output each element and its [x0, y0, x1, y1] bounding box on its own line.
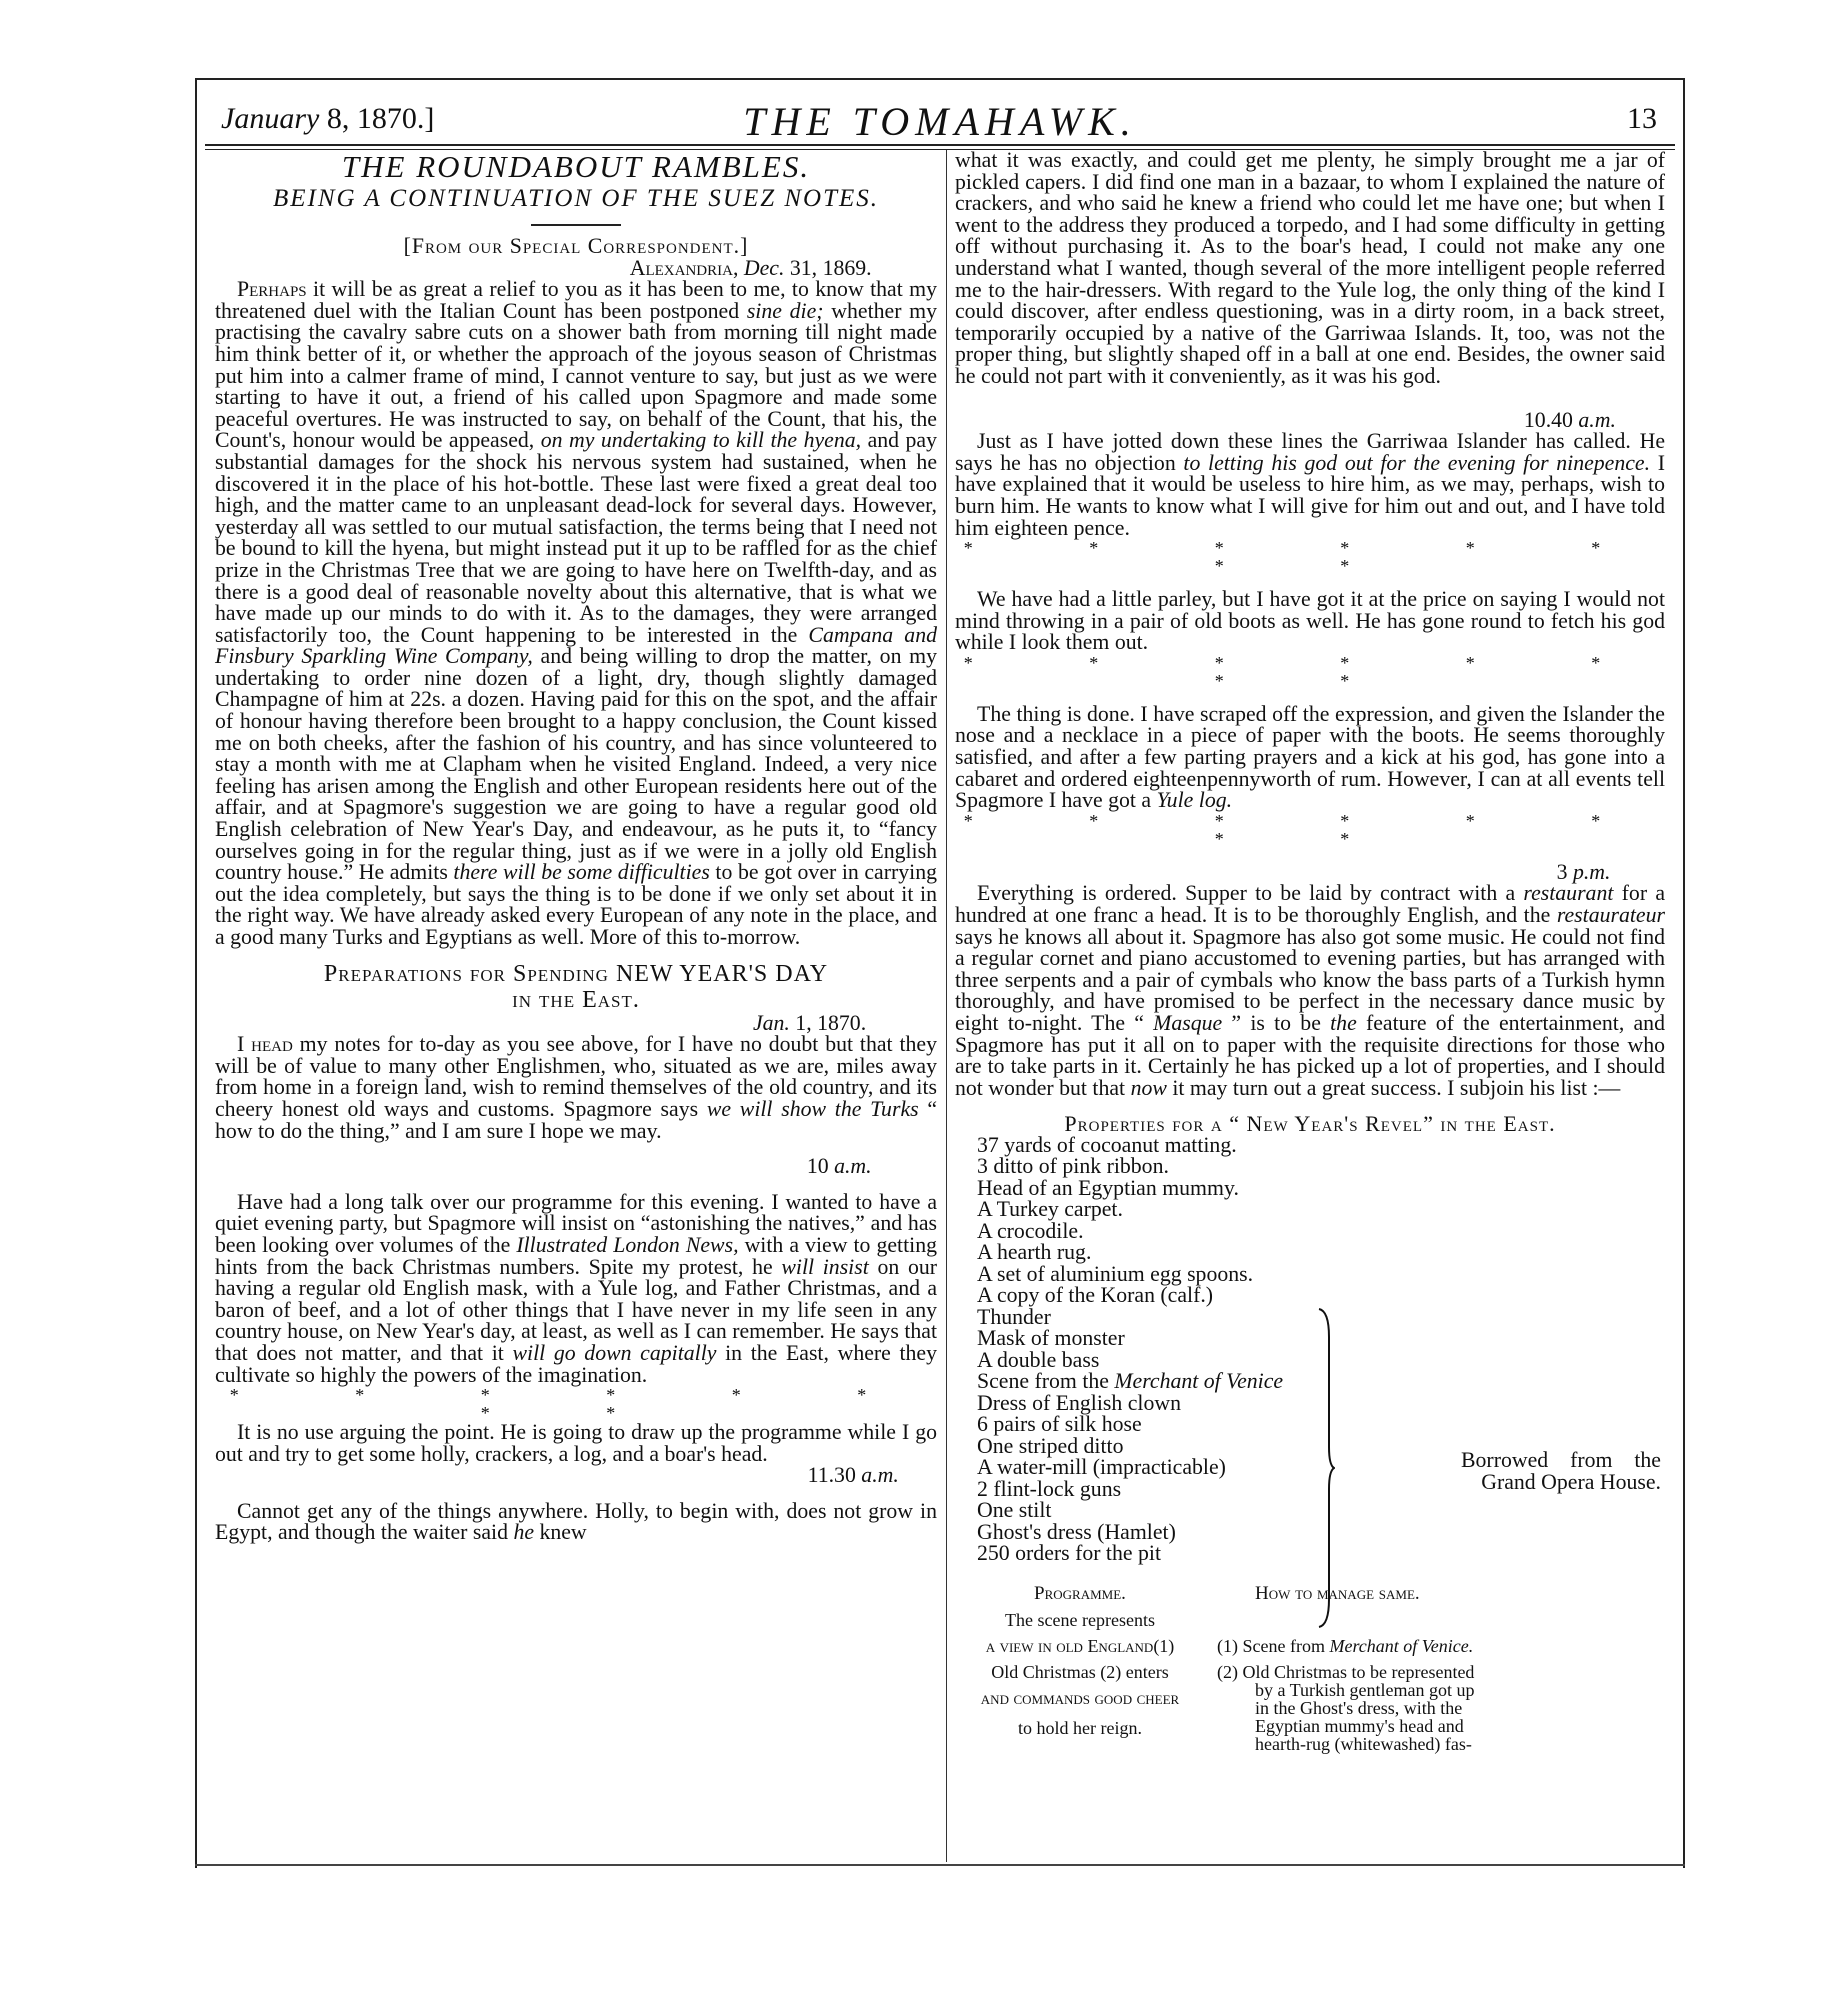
list-item: A water-mill (impracticable) [977, 1455, 1226, 1480]
dateline: Alexandria, Dec. 31, 1869. [629, 255, 872, 280]
column-divider [946, 150, 947, 1862]
running-header [213, 96, 1667, 144]
list-item: A set of aluminium egg spoons. [977, 1261, 1254, 1286]
list-item: 6 pairs of silk hose [977, 1412, 1142, 1437]
masthead-title: THE TOMAHAWK. [743, 99, 1137, 144]
paragraph: Just as I have jotted down these lines the Garriwaa Islander has called. He says he has no objection to letting his god out for the evening for ninepence. I have explained that it would be useless to hire him, as we may, perhaps, wish to burn him. He wants to know what I will give for him out and out, and I have told him eighteen pence. [955, 429, 1665, 540]
paragraph: Perhaps it will be as great a relief to you as it has been to me, to know that my threatened duel with the Italian Count has been postponed sine die; whether my practising the cavalry sabre cuts on a shower bath from morning till night made him think better of it, or whether the approach of the joyous season of Christmas put him into a calmer frame of mind, I cannot venture to say, but just as we were starting to have it out, a friend of his called upon Spagmore and made some peaceful overtures. He was instructed to say, on behalf of the Count, that his, the Count's, honour would be appeased, on my undertaking to kill the hyena, and pay substantial damages for the shock his nervous system had sustained, when he discovered it in the place of his hot-bottle. These last were fixed a great deal too high, and the matter came to an unpleasant dead-lock for several days. However, yesterday all was settled to our mutual satisfaction, the terms being that I need not be bound to kill the hyena, but might instead put it up to be raffled for as the chief prize in the Christmas Tree that we are going to have here on Twelfth-day, and as there is a good deal of reasonable novelty about this alternative, that is what we have made up our minds to do with it. As to the damages, they were arranged satisfactorily too, the Count happening to be interested in the Campana and Finsbury Sparkling Wine Company, and being willing to drop the matter, on my undertaking to order nine dozen of a light, dry, though slightly damaged Champagne of him at 22s. a dozen. Having paid for this on the spot, and the affair of honour having therefore been brought to a happy conclusion, the Count kissed me on both cheeks, after the fashion of his country, and has since volunteered to stay a month with me at Clapham when he visited England. Indeed, a very nice feeling has arisen among the English and other European residents here out of the affair, and at Spagmore's suggestion we are going to have a regular good old English celebration of New Year's Day, and endeavour, as he puts it, to “fancy ourselves going in for the regular thing, just as if we were in a jolly old English country house.” He admits there will be some difficulties to be got over in carrying out the idea completely, but says the thing is to be done if we only set about it in the right way. We have already asked every European of any note in the place, and a good many Turks and Egyptians as well. More of this to-morrow. [215, 277, 938, 949]
list-item: A crocodile. [977, 1218, 1084, 1243]
paragraph: The thing is done. I have scraped off the expression, and given the Islander the nose and a necklace in a piece of paper with the boots. He seems thoroughly satisfied, and after a few parting prayers and a kick at his god, has gone into a cabaret and ordered eighteenpennyworth of rum. However, I can at all events tell Spagmore I have got a Yule log. [955, 701, 1665, 813]
list-item: Thunder [977, 1304, 1051, 1329]
separator-stars: * * * * * * * * [963, 810, 1657, 849]
time-marker: 11.30 a.m. [807, 1463, 899, 1488]
article-title: THE ROUNDABOUT RAMBLES. [341, 149, 811, 184]
paragraph: Have had a long talk over our programme for this evening. I wanted to have a quiet evening party, but Spagmore will insist on “astonishing the natives,” and has been looking over volumes of the Illustrated London News, with a view to getting hints from the back Christmas numbers. Spite my protest, he will insist on our having a regular old English mask, with a Yule log, and Father Christmas, and a baron of beef, and a lot of other things that I have never in my life seen in any country house, on New Year's day, at least, as well as I can remember. He says that that does not matter, and that it will go down capitally in the East, where they cultivate so highly the powers of the imagination. [215, 1189, 938, 1387]
issue-date: January 8, 1870.] [221, 102, 435, 135]
manage-heading: How to manage same. [1255, 1582, 1420, 1604]
time-marker: 10 a.m. [806, 1154, 872, 1179]
page-border-bottom [195, 1864, 1685, 1866]
page-border-left [195, 78, 197, 1868]
list-item: Scene from the Merchant of Venice [977, 1369, 1284, 1394]
time-marker: 10.40 a.m. [1523, 407, 1616, 432]
right-column [955, 148, 1665, 1754]
list-item: A Turkey carpet. [977, 1197, 1123, 1222]
list-item: 2 flint-lock guns [977, 1476, 1122, 1501]
newspaper-page [195, 78, 1685, 1868]
paragraph: Everything is ordered. Supper to be laid by contract with a restaurant for a hundred at one franc a head. It is to be thoroughly English, and the restaurateur says he knows all about it. Spagmore has also got some music. He could not find a regular cornet and piano accustomed to evening parties, but has arranged with three serpents and a pair of cymbals who know the bass parts of a Turkish hymn thoroughly, and have promised to be perfect in the necessary dance music by eight to-night. The “ Masque ” is to be the feature of the entertainment, and Spagmore has put it all on to paper with the requisite directions for those who are to take parts in it. Certainly he has picked up a lot of properties, and I should not wonder but that now it may turn out a great success. I subjoin his list :— [955, 881, 1665, 1100]
list-item: Head of an Egyptian mummy. [977, 1175, 1239, 1200]
borrowed-note-line2: Grand Opera House. [1481, 1469, 1661, 1494]
programme-heading: Programme. [1034, 1582, 1126, 1604]
correspondent-line: [From our Special Correspondent.] [403, 234, 749, 258]
section-date: Jan. 1, 1870. [752, 1010, 867, 1035]
section-heading: Preparations for Spending NEW YEAR'S DAY in the East. [323, 960, 829, 1013]
paragraph: It is no use arguing the point. He is going to draw up the programme while I go out and try to get some holly, crackers, a log, and a boar's head. [215, 1420, 937, 1466]
list-item: 250 orders for the pit [977, 1541, 1162, 1566]
borrowed-note-line1: Borrowed from the [1461, 1447, 1661, 1472]
list-item: Mask of monster [977, 1326, 1125, 1351]
paragraph: Cannot get any of the things anywhere. Holly, to begin with, does not grow in Egypt, and though the waiter said he knew [215, 1498, 937, 1545]
programme-table: Programme. How to manage same. The scene represents a view in old England(1) Old Christmas (2) enters and commands good cheer to hold her reign. (1) Scene from Merchant of Venice. (2) Old Christmas to be represented by a Turkish gentleman got up in the Ghost's dress, with the Egyptian mummy's head and hearth-rug (whitewashed) fas- [955, 1583, 1665, 1743]
page-number: 13 [1627, 102, 1657, 135]
paragraph: I head my notes for to-day as you see above, for I have no doubt but that they will be of value to many other Englishmen, who, situated as we are, miles away from home in a foreign land, wish to remind themselves of the old country, and its cheery honest old ways and customs. Spagmore says we will show the Turks “ how to do the thing,” and I am sure I hope we may. [215, 1032, 938, 1143]
list-item: Ghost's dress (Hamlet) [977, 1519, 1176, 1544]
list-item: Dress of English clown [977, 1390, 1182, 1415]
list-item: 3 ditto of pink ribbon. [977, 1154, 1169, 1179]
brace-icon [1317, 1307, 1335, 1629]
list-item: A double bass [977, 1347, 1100, 1372]
time-marker: 3 p.m. [1556, 859, 1611, 884]
separator-stars: * * * * * * * * [229, 1385, 923, 1424]
separator-stars: * * * * * * * * [963, 652, 1657, 691]
separator-stars: * * * * * * * * [963, 538, 1657, 577]
properties-heading: Properties for a “ New Year's Revel” in the East. [1064, 1111, 1556, 1137]
list-item: One striped ditto [977, 1433, 1124, 1458]
list-item: One stilt [977, 1498, 1052, 1523]
paragraph: what it was exactly, and could get me plenty, he simply brought me a jar of pickled capers. I did find one man in a bazaar, to whom I explained the nature of crackers, and who said he knew a friend who could let me have one; but when I went to the address they produced a torpedo, and I had some difficulty in getting off without purchasing it. As to the boar's head, I could not make any one understand what I wanted, though several of the more intelligent people referred me to the hair-dressers. With regard to the Yule log, the only thing of the kind I could discover, after endless questioning, was in a dirty room, in a back street, temporarily occupied by a native of the Garriwaa Islands. It, too, was not the proper thing, but slightly shaped off in a ball at one end. Besides, the owner said he could not part with it conveniently, as it was his god. [955, 148, 1665, 388]
list-item: 37 yards of cocoanut matting. [977, 1132, 1237, 1157]
left-column [215, 150, 937, 1544]
page-border-top [195, 78, 1685, 80]
properties-list [977, 1132, 1665, 1566]
article-subtitle: BEING A CONTINUATION OF THE SUEZ NOTES. [272, 185, 880, 212]
list-item: A hearth rug. [977, 1240, 1092, 1265]
paragraph: We have had a little parley, but I have got it at the price on saying I would not mind throwing in a pair of old boots as well. He has gone round to fetch his god while I look them out. [955, 587, 1665, 655]
list-item: A copy of the Koran (calf.) [977, 1283, 1214, 1308]
title-rule [531, 224, 621, 226]
